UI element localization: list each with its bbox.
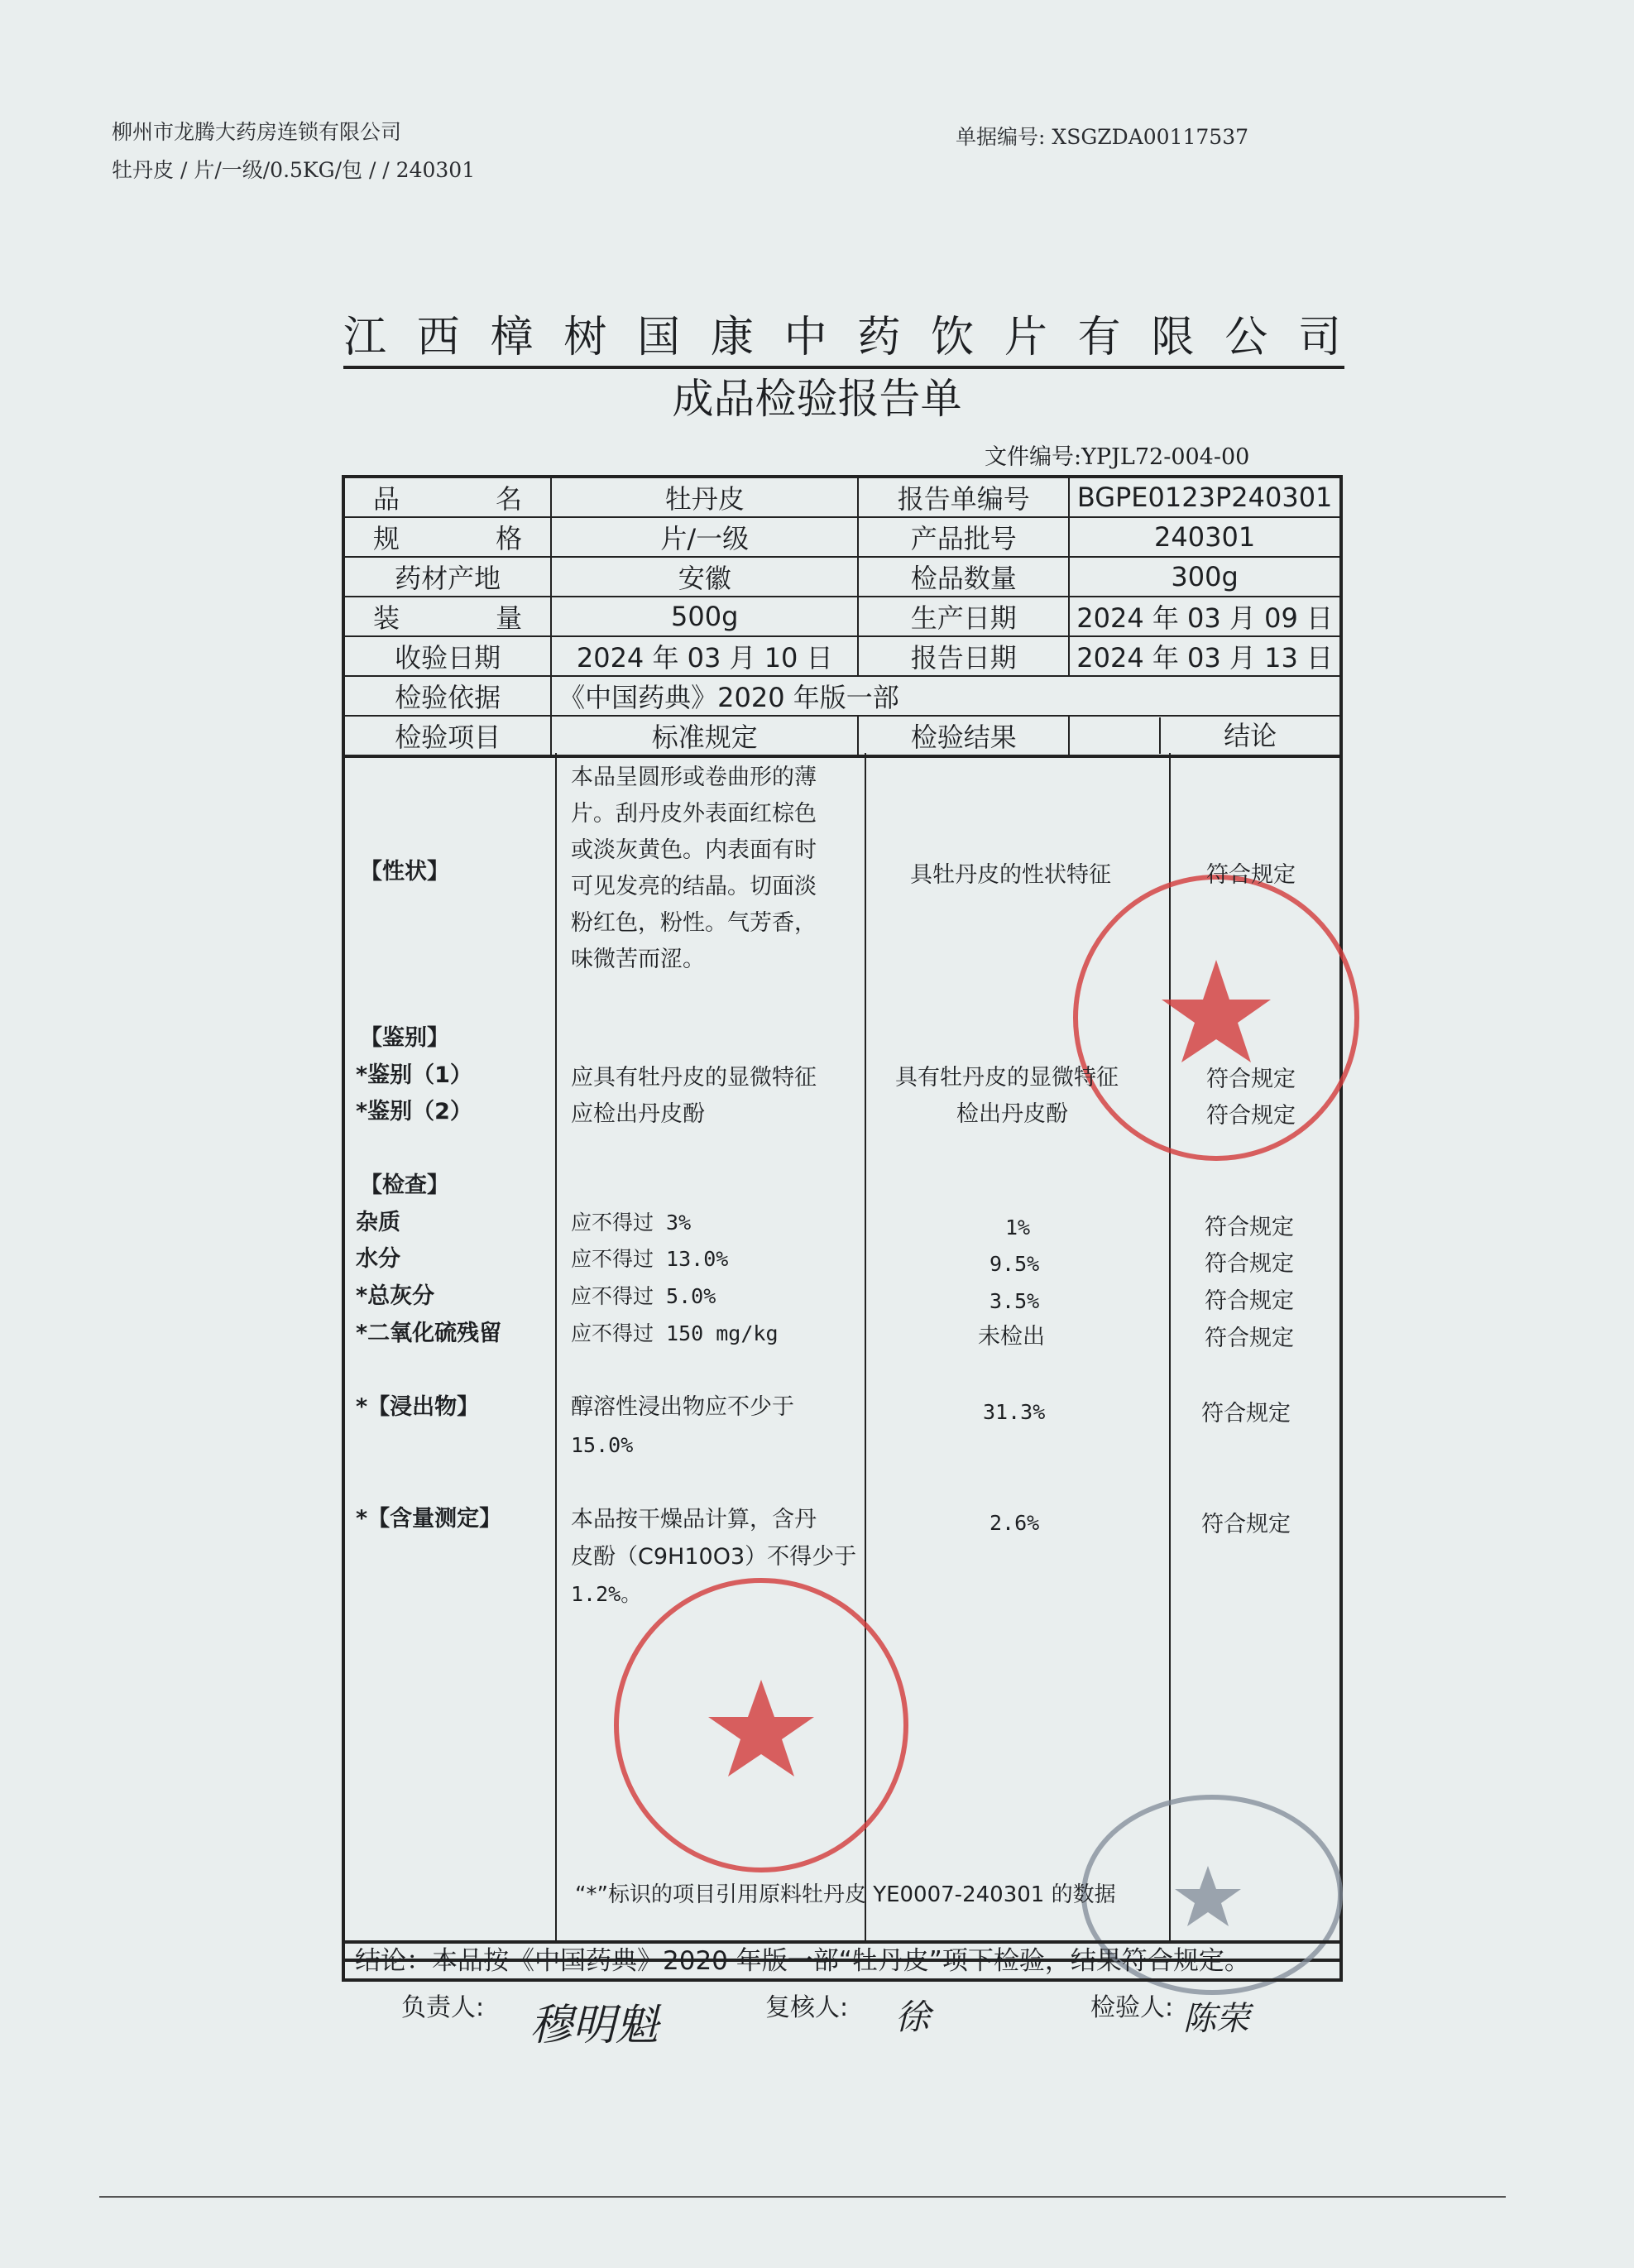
batch-label: 产品批号 — [858, 517, 1069, 557]
col-header-divider — [1070, 717, 1161, 754]
info-table — [342, 475, 1343, 758]
result-jinchuwu: 31.3% — [983, 1400, 1046, 1424]
conclusion-zazhi: 符合规定 — [1205, 1215, 1294, 1240]
std-jianbie-2: 应检出丹皮酚 — [571, 1101, 705, 1127]
result-hanliang: 2.6% — [990, 1511, 1040, 1535]
result-xingzhuang: 具牡丹皮的性状特征 — [910, 862, 1111, 888]
section-jianbie: 【鉴别】 — [360, 1025, 449, 1051]
result-zazhi: 1% — [1005, 1216, 1031, 1239]
section-jiancha: 【检查】 — [360, 1172, 449, 1198]
conclusion-xingzhuang: 符合规定 — [1206, 862, 1296, 888]
report-no-label: 报告单编号 — [858, 477, 1069, 517]
recv-date-value: 2024 年 03 月 10 日 — [551, 636, 858, 676]
origin-label: 药材产地 — [343, 557, 551, 597]
doc-header-product: 牡丹皮 / 片/一级/0.5KG/包 / / 240301 — [112, 158, 476, 182]
col-header-standard: 标准规定 — [551, 716, 858, 756]
std-jinchuwu-2: 15.0% — [571, 1433, 634, 1457]
conclusion-so2: 符合规定 — [1205, 1326, 1294, 1351]
item-so2: *二氧化硫残留 — [356, 1321, 502, 1346]
std-jianbie-1: 应具有牡丹皮的显微特征 — [571, 1065, 817, 1091]
qty-value: 300g — [1069, 557, 1341, 597]
item-jinchuwu: *【浸出物】 — [356, 1394, 480, 1420]
col-header-conclusion: 结论 — [1224, 720, 1277, 751]
spec-label: 规 格 — [343, 517, 551, 557]
std-xingzhuang-5: 粉红色，粉性。气芳香， — [571, 910, 817, 936]
pack-label: 装 量 — [343, 597, 551, 636]
doc-header-company: 柳州市龙腾大药房连锁有限公司 — [112, 120, 402, 144]
inspector-signature: 陈荣 — [1183, 2000, 1249, 2038]
std-xingzhuang-4: 可见发亮的结晶。切面淡 — [571, 874, 817, 899]
name-value: 牡丹皮 — [551, 477, 858, 517]
result-zonghuifen: 3.5% — [990, 1289, 1040, 1313]
responsible-signature: 穆明魁 — [529, 2001, 659, 2050]
doc-number-value: XSGZDA00117537 — [1052, 125, 1249, 149]
item-jianbie-2: *鉴别（2） — [356, 1099, 472, 1124]
std-so2: 应不得过 150 mg/kg — [571, 1321, 779, 1345]
report-date-value: 2024 年 03 月 13 日 — [1069, 636, 1341, 676]
footnote: “*”标识的项目引用原料牡丹皮 YE0007-240301 的数据 — [575, 1882, 1116, 1907]
item-jianbie-1: *鉴别（1） — [356, 1062, 472, 1088]
item-shuifen: 水分 — [356, 1246, 400, 1272]
reviewer-label: 复核人: — [765, 1993, 849, 2022]
std-hanliang-1: 本品按干燥品计算，含丹 — [571, 1507, 817, 1532]
reviewer-signature: 徐 — [895, 1997, 931, 2037]
std-xingzhuang-1: 本品呈圆形或卷曲形的薄 — [571, 765, 817, 790]
origin-value: 安徽 — [551, 557, 858, 597]
col-header-conclusion-wrap — [1069, 716, 1341, 756]
pharmacy-seal-stamp — [604, 1568, 918, 1882]
spec-value: 片/一级 — [551, 517, 858, 557]
item-hanliang: *【含量测定】 — [356, 1506, 502, 1532]
batch-value: 240301 — [1069, 517, 1341, 557]
company-title: 江西樟树国康中药饮片有限公司 — [343, 313, 1344, 369]
name-label: 品 名 — [343, 477, 551, 517]
prod-date-label: 生产日期 — [858, 597, 1069, 636]
item-zazhi: 杂质 — [356, 1210, 400, 1235]
conclusion-zonghuifen: 符合规定 — [1205, 1288, 1294, 1314]
conclusion-jianbie-1: 符合规定 — [1206, 1067, 1296, 1092]
report-date-label: 报告日期 — [858, 636, 1069, 676]
basis-value: 《中国药典》2020 年版一部 — [551, 676, 1341, 716]
item-xingzhuang: 【性状】 — [360, 859, 449, 885]
report-title: 成品检验报告单 — [672, 375, 962, 423]
footer-rule — [99, 2196, 1506, 2198]
conclusion-hanliang: 符合规定 — [1201, 1512, 1291, 1537]
std-xingzhuang-6: 味微苦而涩。 — [571, 947, 705, 972]
pack-value: 500g — [551, 597, 858, 636]
item-zonghuifen: *总灰分 — [356, 1283, 435, 1309]
qty-label: 检品数量 — [858, 557, 1069, 597]
result-shuifen: 9.5% — [990, 1252, 1040, 1276]
std-shuifen: 应不得过 13.0% — [571, 1247, 729, 1271]
inspector-label: 检验人: — [1090, 1993, 1174, 2022]
report-no-value: BGPE0123P240301 — [1069, 477, 1341, 517]
std-xingzhuang-3: 或淡灰黄色。内表面有时 — [571, 837, 817, 863]
doc-number-label: 单据编号: — [956, 125, 1046, 149]
doc-number — [956, 121, 1248, 151]
result-jianbie-1: 具有牡丹皮的显微特征 — [895, 1065, 1119, 1091]
std-zazhi: 应不得过 3% — [571, 1211, 692, 1235]
recv-date-label: 收验日期 — [343, 636, 551, 676]
final-conclusion: 结论：本品按《中国药典》2020 年版一部“牡丹皮”项下检验，结果符合规定。 — [342, 1940, 1343, 1982]
col-line-1 — [555, 753, 557, 1942]
std-zonghuifen: 应不得过 5.0% — [571, 1284, 716, 1308]
std-hanliang-2: 皮酚（C9H10O3）不得少于 — [571, 1544, 857, 1570]
basis-label: 检验依据 — [343, 676, 551, 716]
result-so2: 未检出 — [978, 1324, 1045, 1350]
std-xingzhuang-2: 片。刮丹皮外表面红棕色 — [571, 801, 817, 827]
result-jianbie-2: 检出丹皮酚 — [956, 1101, 1068, 1127]
col-header-result: 检验结果 — [858, 716, 1069, 756]
std-hanliang-3: 1.2%。 — [571, 1582, 642, 1606]
responsible-label: 负责人: — [401, 1993, 485, 2022]
conclusion-jinchuwu: 符合规定 — [1201, 1401, 1291, 1426]
std-jinchuwu-1: 醇溶性浸出物应不少于 — [571, 1394, 794, 1420]
conclusion-shuifen: 符合规定 — [1205, 1251, 1294, 1277]
col-header-item: 检验项目 — [343, 716, 551, 756]
file-number: 文件编号:YPJL72-004-00 — [985, 444, 1250, 470]
conclusion-jianbie-2: 符合规定 — [1206, 1103, 1296, 1129]
prod-date-value: 2024 年 03 月 09 日 — [1069, 597, 1341, 636]
